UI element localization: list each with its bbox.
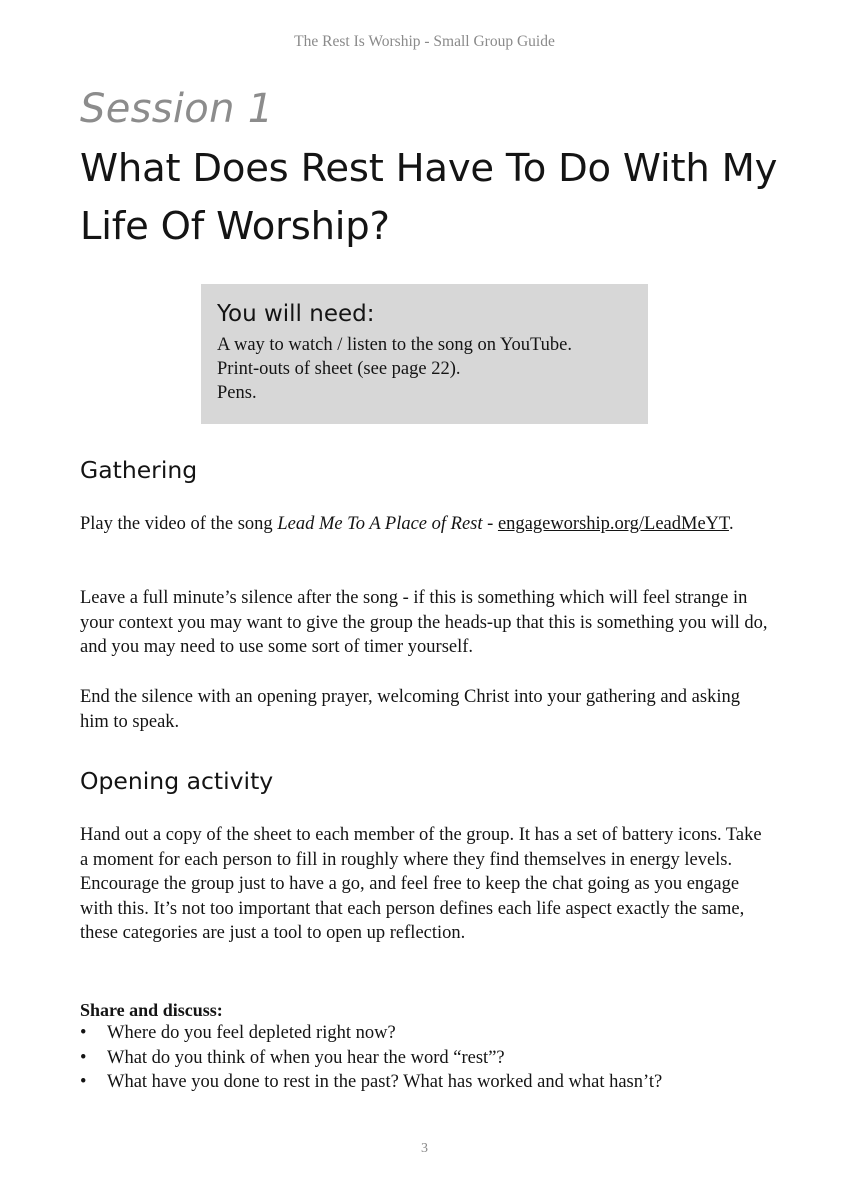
gathering-heading: Gathering — [80, 456, 198, 484]
bullet-icon: • — [80, 1023, 87, 1043]
gathering-paragraph-prayer: End the silence with an opening prayer, welcoming Christ into your gathering and asking him to speak. — [80, 687, 740, 732]
song-title: Lead Me To A Place of Rest — [277, 514, 483, 534]
video-instruction-text: Play the video of the song — [80, 514, 278, 534]
list-item — [80, 1070, 780, 1095]
list-item — [80, 1046, 780, 1071]
bullet-icon: • — [80, 1072, 87, 1093]
list-item — [80, 1021, 780, 1046]
discussion-questions — [80, 1021, 780, 1095]
question-text: What have you done to rest in the past? What has worked and what hasn’t? — [107, 1072, 663, 1093]
separator-text: - — [482, 514, 498, 534]
song-video-link[interactable]: engageworship.org/LeadMeYT — [497, 514, 729, 534]
requirement-item: Pens. — [217, 383, 257, 403]
question-text: What do you think of when you hear the word “rest”? — [107, 1047, 505, 1068]
opening-activity-heading: Opening activity — [80, 767, 274, 795]
requirement-item: A way to watch / listen to the song on YouTube. — [217, 335, 572, 355]
page-number: 3 — [421, 1141, 428, 1156]
page-title: What Does Rest Have To Do With My Life Of Worship? — [80, 146, 778, 249]
running-header: The Rest Is Worship - Small Group Guide — [294, 33, 555, 50]
session-label: Session 1 — [80, 86, 274, 132]
bullet-icon: • — [80, 1047, 87, 1068]
gathering-paragraph-video — [80, 512, 770, 537]
requirements-heading: You will need: — [217, 301, 375, 327]
opening-activity-paragraph: Hand out a copy of the sheet to each member of the group. It has a set of battery icons. Take a moment for each person to fill in roughly where they find themselves in energy levels. Encourage the group just to have a go, and feel free to keep the chat going as you engage with this. It’s not too important that each person defines each life aspect exactly the same, these categories are just a tool to open up reflection. — [80, 825, 762, 944]
requirement-item: Print-outs of sheet (see page 22). — [217, 359, 461, 379]
sentence-end: . — [728, 514, 734, 534]
requirements-box — [201, 284, 648, 424]
gathering-paragraph-silence: Leave a full minute’s silence after the song - if this is something which will feel strange in your context you may want to give the group the heads-up that this is something you will do, and you may need to use some sort of timer yourself. — [80, 588, 768, 658]
question-text: Where do you feel depleted right now? — [107, 1023, 396, 1043]
share-discuss-heading: Share and discuss: — [80, 1000, 223, 1020]
